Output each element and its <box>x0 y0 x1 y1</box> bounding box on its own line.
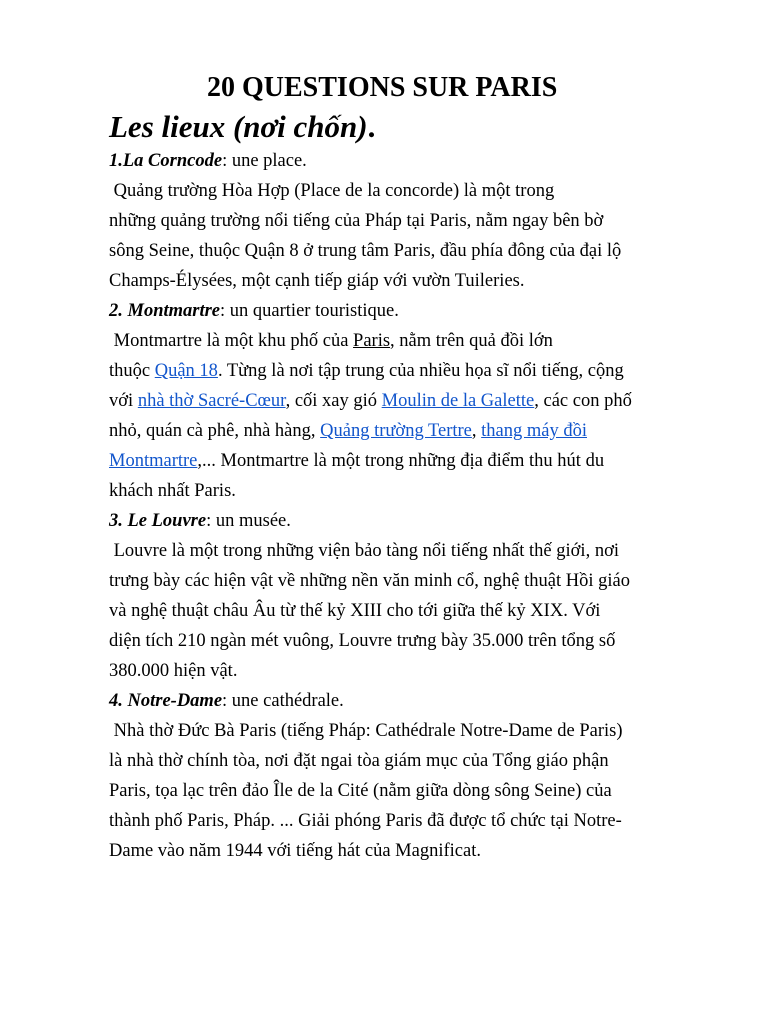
item-2-number: 2. <box>109 301 128 321</box>
item-4-line-1: Nhà thờ Đức Bà Paris (tiếng Pháp: Cathédrale Notre-Dame de Paris) <box>109 721 623 741</box>
item-4-name: Notre-Dame <box>127 691 223 711</box>
section-heading-text: Les lieux (nơi chốn) <box>109 109 368 144</box>
item-1-line-1: Quảng trường Hòa Hợp (Place de la concorde) là một trong <box>109 181 555 201</box>
item-2-text-4: . Từng là nơi tập trung của nhiều họa sĩ nổi tiếng, cộng <box>217 361 624 381</box>
item-1-number: 1. <box>109 151 123 171</box>
item-2-line-5 <box>109 446 709 476</box>
item-3-paragraph <box>109 536 709 686</box>
item-4-line-5: Dame vào năm 1944 với tiếng hát của Magnificat. <box>109 841 481 861</box>
item-4-paragraph <box>109 716 709 866</box>
item-2-line-2 <box>109 356 709 386</box>
item-3-line-4: diện tích 210 ngàn mét vuông, Louvre trưng bày 35.000 trên tổng số <box>109 631 616 651</box>
item-4-line-4: thành phố Paris, Pháp. ... Giải phóng Paris đã được tổ chức tại Notre- <box>109 811 622 831</box>
item-4-line-2: là nhà thờ chính tòa, nơi đặt ngai tòa giám mục của Tổng giáo phận <box>109 751 609 771</box>
item-1-paragraph <box>109 176 709 296</box>
item-2-text-10: ,... Montmartre là một trong những địa điểm thu hút du <box>197 451 605 471</box>
sacre-coeur-link[interactable]: nhà thờ Sacré-Cœur <box>137 391 286 411</box>
section-heading <box>109 108 709 146</box>
item-1-line-3: sông Seine, thuộc Quận 8 ở trung tâm Paris, đầu phía đông của đại lộ <box>109 241 622 261</box>
item-2-paragraph <box>109 326 709 506</box>
item-2-text-7: , các con phố <box>534 391 632 411</box>
item-3-name: Le Louvre <box>127 511 207 531</box>
item-3-number: 3. <box>109 511 128 531</box>
item-3-heading <box>109 506 709 536</box>
item-4-number: 4. <box>109 691 128 711</box>
item-3-line-2: trưng bày các hiện vật về những nền văn minh cổ, nghệ thuật Hồi giáo <box>109 571 630 591</box>
quan-18-link[interactable]: Quận 18 <box>154 361 218 381</box>
item-4-line-3: Paris, tọa lạc trên đảo Île de la Cité (nằm giữa dòng sông Seine) của <box>109 781 612 801</box>
document-title: 20 QUESTIONS SUR PARIS <box>207 72 558 103</box>
item-2-line-3 <box>109 386 709 416</box>
item-1-name: La Corncode <box>122 151 223 171</box>
item-4-desc: : une cathédrale. <box>222 691 344 711</box>
item-4-heading <box>109 686 709 716</box>
item-3-line-5: 380.000 hiện vật. <box>109 661 238 681</box>
item-2-name: Montmartre <box>127 301 221 321</box>
item-1-desc: : une place. <box>222 151 307 171</box>
item-1-line-4: Champs-Élysées, một cạnh tiếp giáp với vườn Tuileries. <box>109 271 525 291</box>
item-2-text-3: thuộc <box>109 361 155 381</box>
quang-truong-tertre-link[interactable]: Quảng trường Tertre <box>320 421 472 441</box>
item-2-text-9: , <box>471 421 482 441</box>
item-1-line-2: những quảng trường nổi tiếng của Pháp tại Paris, nằm ngay bên bờ <box>109 211 604 231</box>
section-heading-dot: . <box>367 109 376 144</box>
moulin-de-la-galette-link[interactable]: Moulin de la Galette <box>381 391 535 411</box>
item-1-heading <box>109 146 709 176</box>
item-3-line-1: Louvre là một trong những viện bảo tàng nổi tiếng nhất thế giới, nơi <box>109 541 619 561</box>
item-2-line-1 <box>109 326 709 356</box>
item-2-text-6: , cối xay gió <box>285 391 382 411</box>
item-2-heading <box>109 296 709 326</box>
item-2-text-5: với <box>109 391 138 411</box>
document-page <box>109 68 709 866</box>
item-2-text-2: , nằm trên quả đồi lớn <box>390 331 553 351</box>
item-2-text-8: nhỏ, quán cà phê, nhà hàng, <box>109 421 321 441</box>
montmartre-link[interactable]: Montmartre <box>109 451 198 471</box>
item-2-text-1: Montmartre là một khu phố của <box>109 331 354 351</box>
item-2-line-4 <box>109 416 709 446</box>
item-2-desc: : un quartier touristique. <box>220 301 399 321</box>
item-3-line-3: và nghệ thuật châu Âu từ thế kỷ XIII cho tới giữa thế kỷ XIX. Với <box>109 601 601 621</box>
paris-link[interactable]: Paris <box>353 331 391 351</box>
item-2-line-6: khách nhất Paris. <box>109 481 236 501</box>
thang-may-doi-link[interactable]: thang máy đồi <box>481 421 587 441</box>
item-3-desc: : un musée. <box>206 511 291 531</box>
